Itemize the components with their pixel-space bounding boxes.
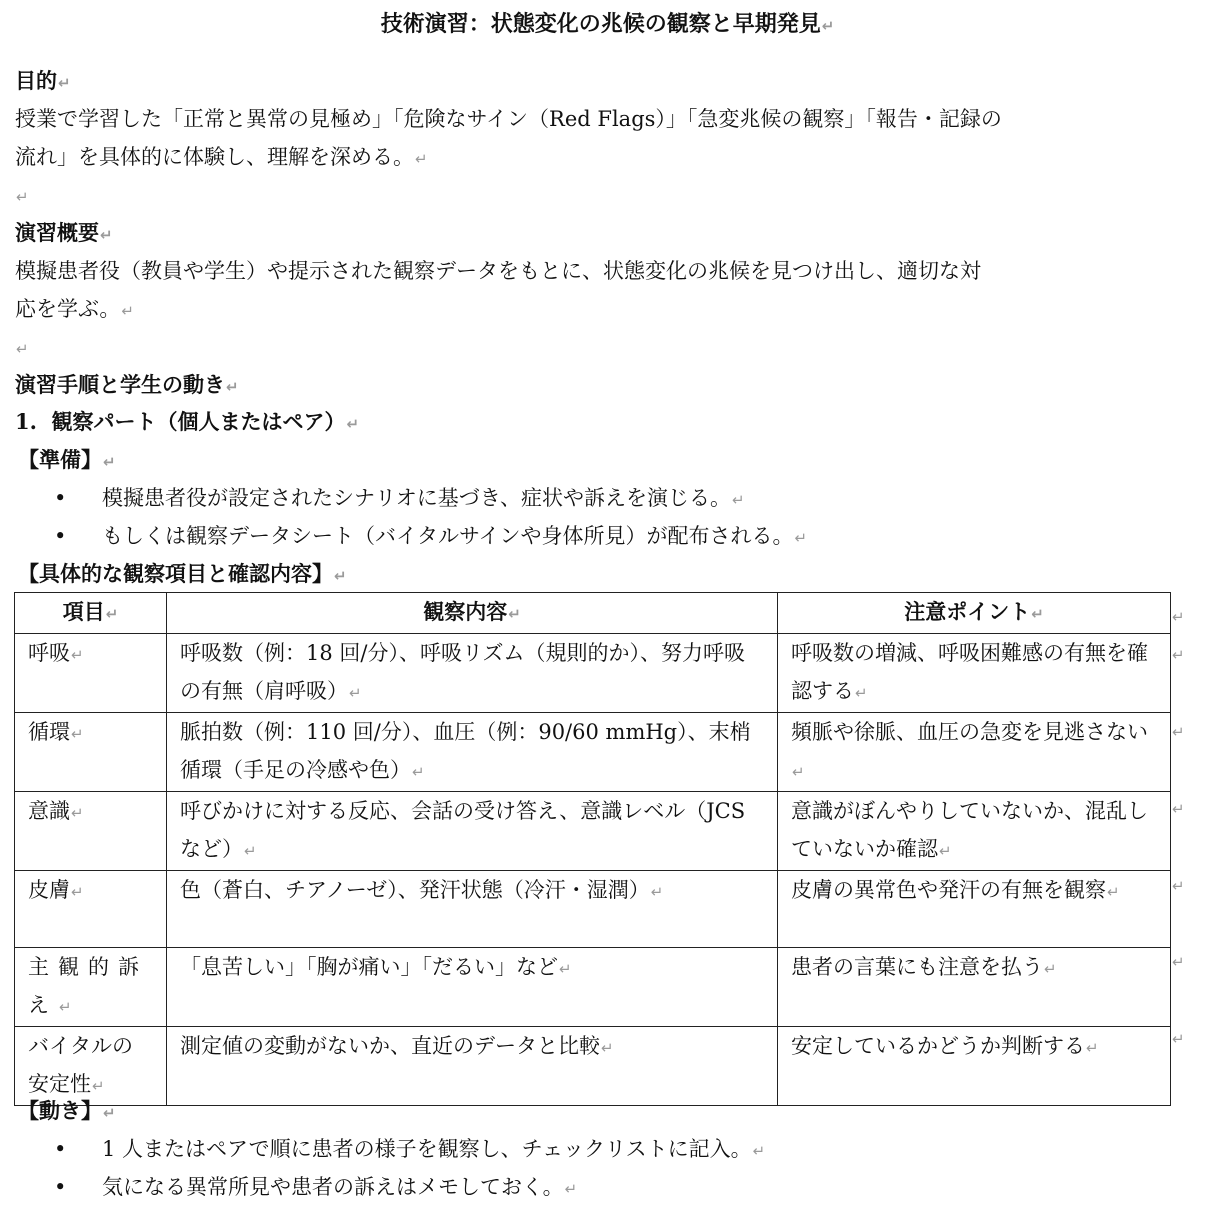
row-end-mark-icon: ↵: [1172, 800, 1185, 818]
table-header-row: [15, 593, 1171, 634]
empty-paragraph: [15, 176, 29, 216]
purpose-text-line1: 授業で学習した「正常と異常の見極め」「危険なサイン（Red Flags）」「急変兆候の観察」「報告・記録の: [15, 107, 1002, 131]
table-cell-point: 患者の言葉にも注意を払う↵: [778, 948, 1171, 1027]
table-row: [15, 792, 1171, 871]
table-cell-item: バイタルの安定性↵: [15, 1027, 167, 1106]
bullet-icon: •: [54, 486, 67, 510]
table-row: [15, 871, 1171, 948]
table-cell-point: 呼吸数の増減、呼吸困難感の有無を確認する↵: [778, 634, 1171, 713]
table-header-item: 項目↵: [15, 593, 167, 634]
paragraph-mark-icon: ↵: [346, 415, 360, 433]
table-cell-content: 呼びかけに対する反応、会話の受け答え、意識レベル（JCS など）↵: [167, 792, 778, 871]
bullet-icon: •: [54, 524, 67, 548]
document-title: 技術演習：状態変化の兆候の観察と早期発見↵: [380, 11, 835, 37]
table-cell-point: 意識がぼんやりしていないか、混乱していないか確認↵: [778, 792, 1171, 871]
paragraph-mark-icon: ↵: [100, 226, 113, 244]
preparation-heading: 【準備】↵: [18, 447, 116, 472]
bullet-icon: •: [54, 1137, 67, 1161]
list-item: • もしくは観察データシート（バイタルサインや身体所見）が配布される。↵: [54, 517, 807, 557]
table-row: [15, 1027, 1171, 1106]
observation-table: [14, 592, 1171, 1106]
table-cell-content: 測定値の変動がないか、直近のデータと比較↵: [167, 1027, 778, 1106]
table-cell-content: 呼吸数（例：18 回/分）、呼吸リズム（規則的か）、努力呼吸の有無（肩呼吸）↵: [167, 634, 778, 713]
row-end-mark-icon: ↵: [1172, 646, 1185, 664]
paragraph-mark-icon: ↵: [821, 17, 835, 35]
bullet-icon: •: [54, 1175, 67, 1199]
overview-text-line1: 模擬患者役（教員や学生）や提示された観察データをもとに、状態変化の兆候を見つけ出し、適切な対: [15, 259, 981, 283]
row-end-mark-icon: ↵: [1172, 608, 1185, 626]
table-cell-point: 皮膚の異常色や発汗の有無を観察↵: [778, 871, 1171, 948]
list-item: • 模擬患者役が設定されたシナリオに基づき、症状や訴えを演じる。↵: [54, 479, 745, 519]
paragraph-mark-icon: ↵: [103, 1104, 116, 1122]
paragraph-mark-icon: ↵: [334, 567, 347, 585]
observation-items-heading: 【具体的な観察項目と確認内容】↵: [18, 561, 347, 586]
table-cell-point: 頻脈や徐脈、血圧の急変を見逃さない↵: [778, 713, 1171, 792]
table-header-content: 観察内容↵: [167, 593, 778, 634]
paragraph-mark-icon: ↵: [16, 188, 29, 206]
actions-heading: 【動き】↵: [18, 1098, 116, 1123]
overview-heading: 演習概要↵: [15, 220, 113, 245]
table-header-point: 注意ポイント↵: [778, 593, 1171, 634]
table-cell-item: 意識↵: [15, 792, 167, 871]
paragraph-mark-icon: ↵: [794, 529, 808, 547]
table-row: [15, 634, 1171, 713]
paragraph-mark-icon: ↵: [121, 302, 134, 320]
table-cell-item: 循環↵: [15, 713, 167, 792]
purpose-text-line2: 流れ」を具体的に体験し、理解を深める。↵: [15, 145, 428, 169]
row-end-mark-icon: ↵: [1172, 953, 1185, 971]
paragraph-mark-icon: ↵: [16, 340, 29, 358]
table-cell-content: 脈拍数（例：110 回/分）、血圧（例：90/60 mmHg）、末梢循環（手足の冷感や色）↵: [167, 713, 778, 792]
procedure-heading: 演習手順と学生の動き↵: [15, 372, 239, 397]
table-cell-item: 呼吸↵: [15, 634, 167, 713]
table-cell-content: 色（蒼白、チアノーゼ）、発汗状態（冷汗・湿潤）↵: [167, 871, 778, 948]
empty-paragraph: [15, 328, 29, 368]
paragraph-mark-icon: ↵: [415, 150, 428, 168]
paragraph-mark-icon: ↵: [226, 378, 239, 396]
list-item: • 1 人またはペアで順に患者の様子を観察し、チェックリストに記入。↵: [54, 1130, 765, 1170]
paragraph-mark-icon: ↵: [103, 453, 116, 471]
table-cell-content: 「息苦しい」「胸が痛い」「だるい」など↵: [167, 948, 778, 1027]
paragraph-mark-icon: ↵: [58, 74, 71, 92]
paragraph-mark-icon: ↵: [731, 491, 745, 509]
purpose-heading: 目的↵: [15, 68, 71, 93]
list-item: • 気になる異常所見や患者の訴えはメモしておく。↵: [54, 1168, 577, 1208]
overview-text-line2: 応を学ぶ。↵: [15, 297, 134, 321]
table-row: [15, 713, 1171, 792]
paragraph-mark-icon: ↵: [564, 1180, 578, 1198]
row-end-mark-icon: ↵: [1172, 1030, 1185, 1048]
row-end-mark-icon: ↵: [1172, 723, 1185, 741]
row-end-mark-icon: ↵: [1172, 877, 1185, 895]
table-row: [15, 948, 1171, 1027]
table-cell-point: 安定しているかどうか判断する↵: [778, 1027, 1171, 1106]
table-cell-item: 主観的訴え↵: [15, 948, 167, 1027]
table-cell-item: 皮膚↵: [15, 871, 167, 948]
paragraph-mark-icon: ↵: [752, 1142, 766, 1160]
observation-part-heading: 1. 観察パート（個人またはペア）↵: [15, 409, 360, 434]
